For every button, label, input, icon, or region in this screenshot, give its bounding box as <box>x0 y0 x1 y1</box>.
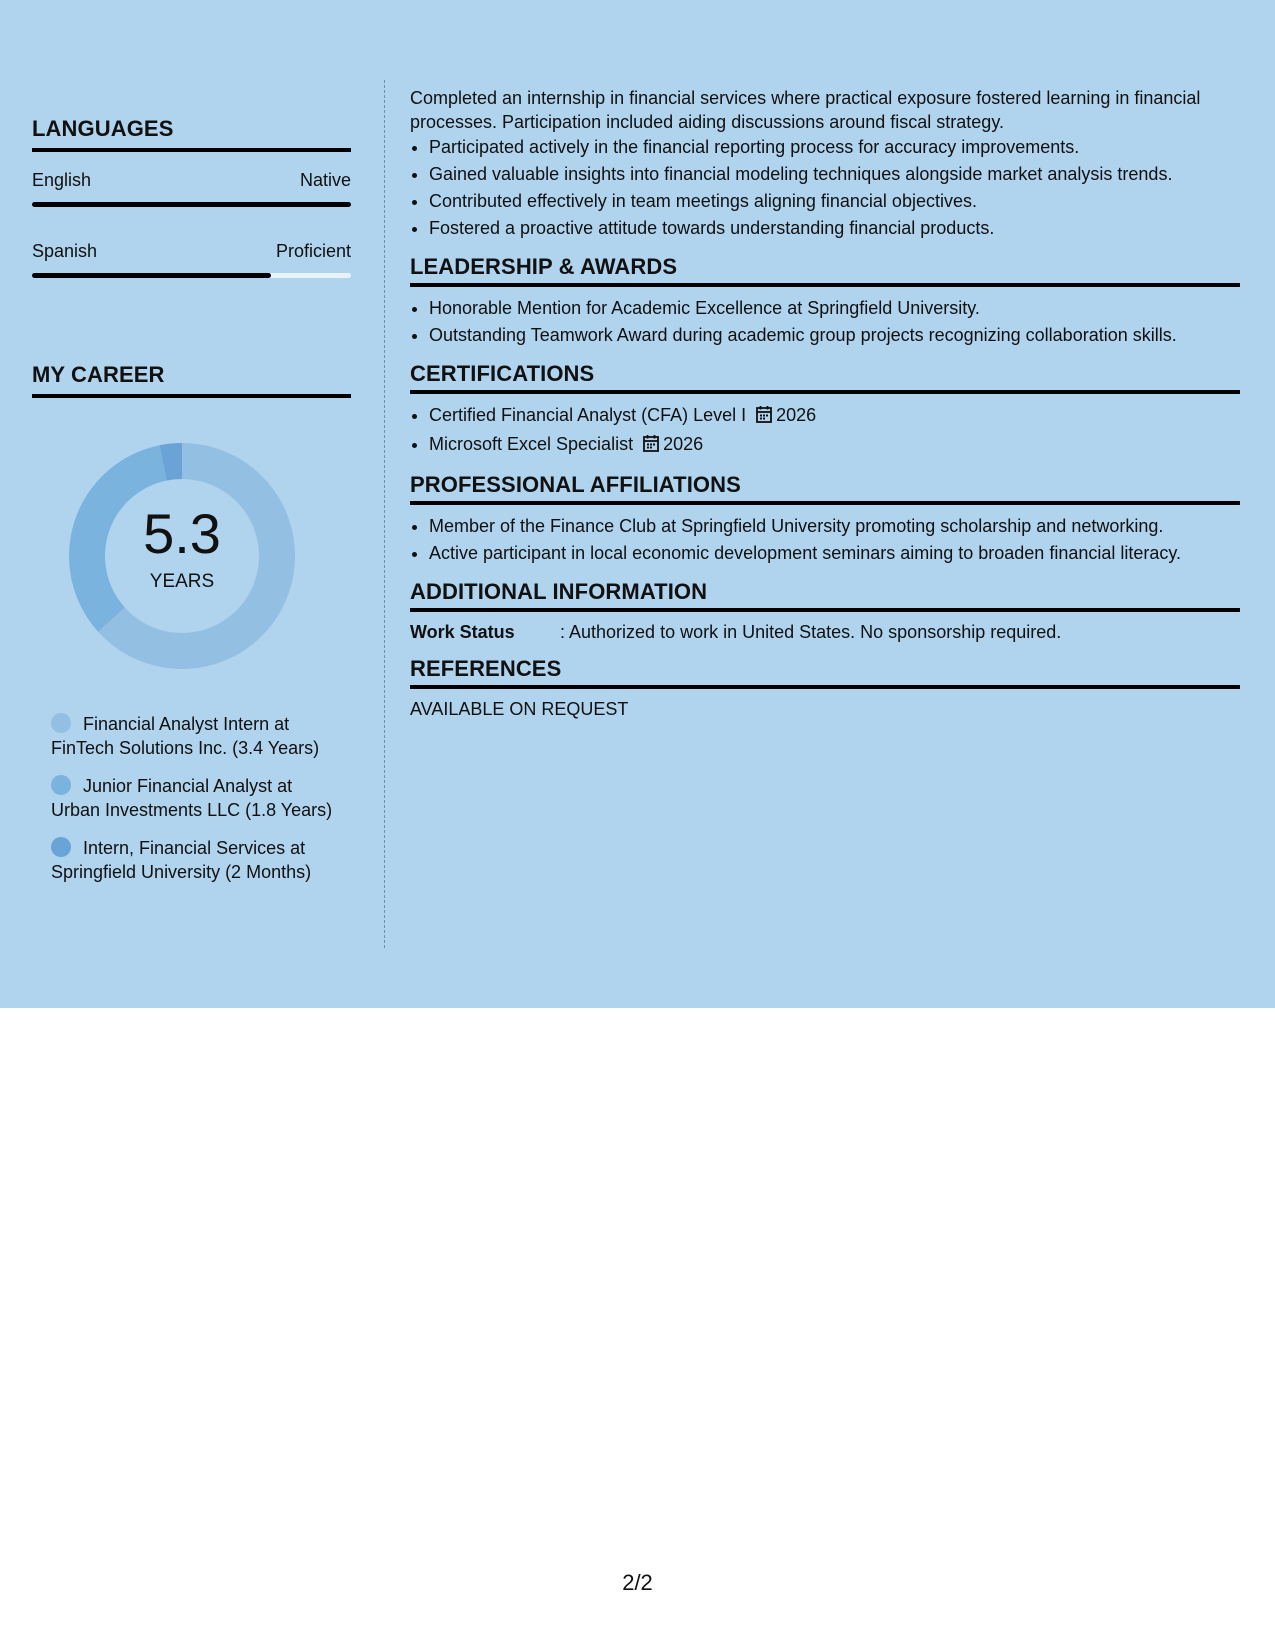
legend-dot <box>51 837 71 857</box>
references-text: AVAILABLE ON REQUEST <box>410 699 629 719</box>
legend-dot <box>51 775 71 795</box>
certifications-section <box>410 361 1240 460</box>
calendar-icon <box>756 404 772 431</box>
list-item: • Active participant in local economic development seminars aiming to broaden financial literacy. <box>429 540 1240 567</box>
language-bar-fill <box>32 273 271 278</box>
languages-heading: LANGUAGES <box>32 116 351 152</box>
certification-item <box>429 431 1240 460</box>
certification-name: Microsoft Excel Specialist <box>429 434 634 454</box>
additional-heading: ADDITIONAL INFORMATION <box>410 579 1240 612</box>
affiliations-heading: PROFESSIONAL AFFILIATIONS <box>410 472 1240 505</box>
references-heading: REFERENCES <box>410 656 1240 689</box>
list-item: • Contributed effectively in team meetings aligning financial objectives. <box>429 188 1240 215</box>
column-divider <box>384 80 385 948</box>
language-item <box>32 170 351 207</box>
list-item: • Gained valuable insights into financial modeling techniques alongside market analysis trends. <box>429 161 1240 188</box>
list-item: • Outstanding Teamwork Award during academic group projects recognizing collaboration skills. <box>429 322 1240 349</box>
career-total-unit: YEARS <box>149 571 215 592</box>
additional-section <box>410 579 1240 644</box>
career-donut-chart <box>62 436 302 676</box>
language-level: Proficient <box>275 241 351 261</box>
language-item <box>32 241 351 278</box>
main-content <box>410 86 1240 721</box>
internship-bullets <box>410 134 1240 242</box>
references-section <box>410 656 1240 721</box>
work-status-row <box>410 620 1240 644</box>
legend-label: Junior Financial Analyst at Urban Investments LLC (1.8 Years) <box>51 776 333 820</box>
page-number: 2/2 <box>622 1570 653 1595</box>
career-legend <box>51 712 341 884</box>
legend-label: Intern, Financial Services at Springfield University (2 Months) <box>51 838 312 882</box>
legend-label: Financial Analyst Intern at FinTech Solutions Inc. (3.4 Years) <box>51 714 320 758</box>
legend-item <box>51 712 341 760</box>
internship-summary: Completed an internship in financial services where practical exposure fostered learning in financial processes. Participation included aiding discussions around fiscal strategy. <box>410 88 1201 132</box>
certification-name: Certified Financial Analyst (CFA) Level I <box>429 405 747 425</box>
career-heading: MY CAREER <box>32 362 351 398</box>
work-status-value: : Authorized to work in United States. No sponsorship required. <box>560 622 1062 642</box>
language-level: Native <box>299 170 351 190</box>
legend-item <box>51 836 341 884</box>
list-item: • Fostered a proactive attitude towards understanding financial products. <box>429 215 1240 242</box>
certification-year: 2026 <box>663 434 704 454</box>
leadership-section <box>410 254 1240 349</box>
career-total-years: 5.3 <box>143 502 221 565</box>
affiliations-section <box>410 472 1240 567</box>
language-name: Spanish <box>32 241 98 261</box>
language-bar <box>32 202 351 207</box>
language-name: English <box>32 170 92 190</box>
list-item: • Participated actively in the financial reporting process for accuracy improvements. <box>429 134 1240 161</box>
calendar-icon <box>643 433 659 460</box>
list-item: • Honorable Mention for Academic Excellence at Springfield University. <box>429 295 1240 322</box>
certifications-heading: CERTIFICATIONS <box>410 361 1240 394</box>
certification-item <box>429 402 1240 431</box>
legend-item <box>51 774 341 822</box>
sidebar <box>32 116 351 898</box>
certification-year: 2026 <box>776 405 817 425</box>
language-bar-fill <box>32 202 351 207</box>
leadership-heading: LEADERSHIP & AWARDS <box>410 254 1240 287</box>
language-bar <box>32 273 351 278</box>
list-item: • Member of the Finance Club at Springfield University promoting scholarship and networking. <box>429 513 1240 540</box>
work-status-label: Work Status <box>410 622 515 642</box>
legend-dot <box>51 713 71 733</box>
